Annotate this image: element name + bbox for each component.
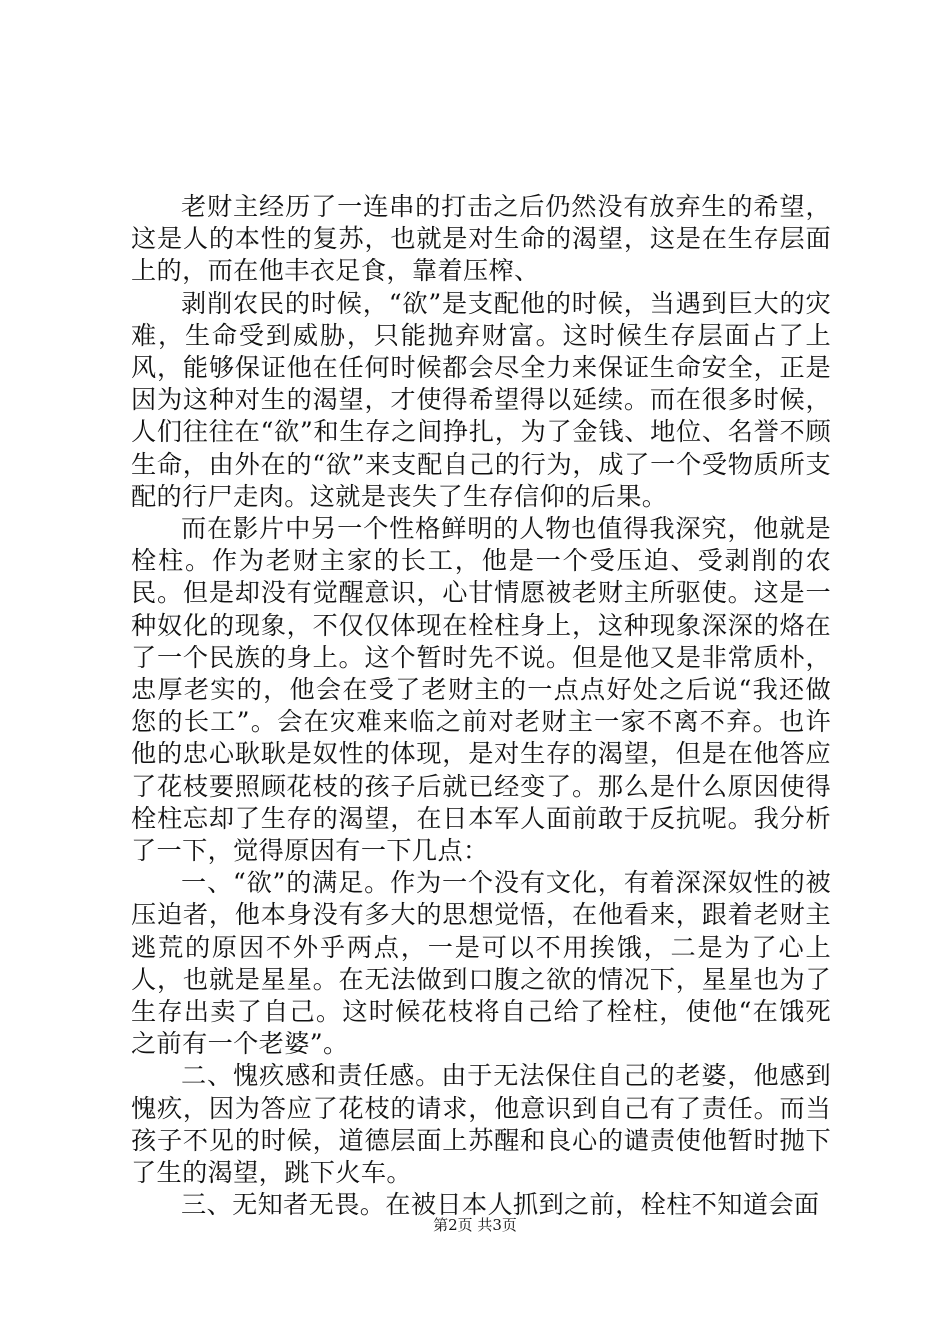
paragraph-5: 二、愧疚感和责任感。由于无法保住自己的老婆，他感到愧疚，因为答应了花枝的请求，他意识到自己有了责任。而当孩子不见的时候，道德层面上苏醒和良心的谴责使他暂时抛下了生的渴望，跳下火车。 [131, 1061, 831, 1188]
page-footer [0, 1215, 950, 1235]
paragraph-1: 老财主经历了一连串的打击之后仍然没有放弃生的希望，这是人的本性的复苏，也就是对生命的渴望，这是在生存层面上的，而在他丰衣足食，靠着压榨、 [131, 192, 831, 286]
paragraph-2: 剥削农民的时候，“欲”是支配他的时候，当遇到巨大的灾难，生命受到威胁，只能抛弃财富。这时候生存层面占了上风，能够保证他在任何时候都会尽全力来保证生命安全，正是因为这种对生的渴望，才使得希望得以延续。而在很多时候，人们往往在“欲”和生存之间挣扎，为了金钱、地位、名誉不顾生命，由外在的“欲”来支配自己的行为，成了一个受物质所支配的行尸走肉。这就是丧失了生存信仰的后果。 [131, 288, 831, 511]
paragraph-6: 三、无知者无畏。在被日本人抓到之前，栓柱不知道会面 [181, 1190, 820, 1220]
paragraph-4: 一、“欲”的满足。作为一个没有文化，有着深深奴性的被压迫者，他本身没有多大的思想觉悟，在他看来，跟着老财主逃荒的原因不外乎两点，一是可以不用挨饿，二是为了心上人，也就是星星。在无法做到口腹之欲的情况下，星星也为了生存出卖了自己。这时候花枝将自己给了栓柱，使他“在饿死之前有一个老婆”。 [131, 868, 831, 1059]
page-number-label: 第2页 共3页 [433, 1216, 517, 1234]
document-body [131, 191, 831, 1222]
paragraph-3: 而在影片中另一个性格鲜明的人物也值得我深究，他就是栓柱。作为老财主家的长工，他是一个受压迫、受剥削的农民。但是却没有觉醒意识，心甘情愿被老财主所驱使。这是一种奴化的现象，不仅仅体现在栓柱身上，这种现象深深的烙在了一个民族的身上。这个暂时先不说。但是他又是非常质朴，忠厚老实的，他会在受了老财主的一点点好处之后说“我还做您的长工”。会在灾难来临之前对老财主一家不离不弃。也许他的忠心耿耿是奴性的体现，是对生存的渴望，但是在他答应了花枝要照顾花枝的孩子后就已经变了。那么是什么原因使得栓柱忘却了生存的渴望，在日本军人面前敢于反抗呢。我分析了一下，觉得原因有一下几点： [131, 514, 831, 866]
